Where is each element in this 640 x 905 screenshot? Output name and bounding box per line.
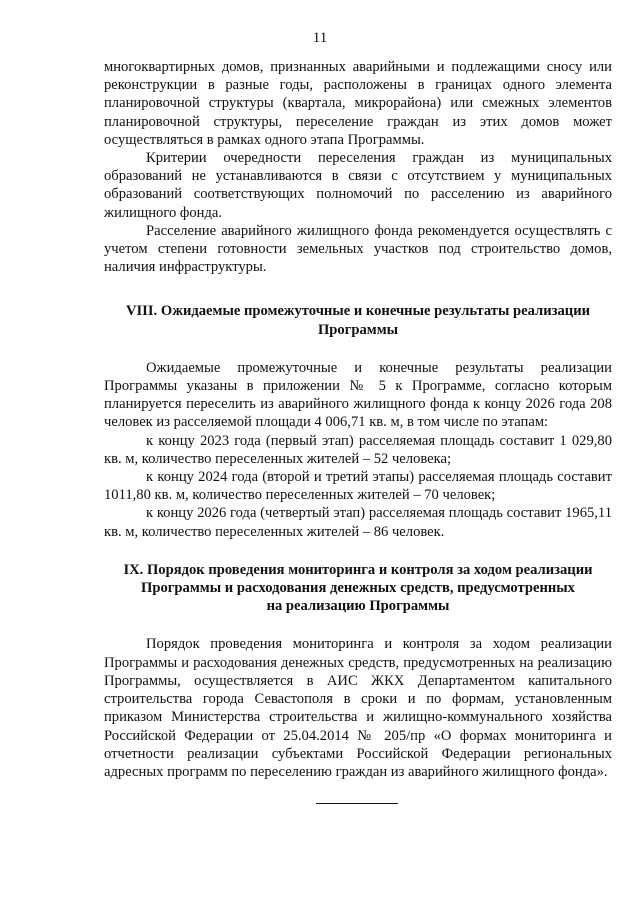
paragraph: Критерии очередности переселения граждан из муниципальных образований не устанавливаются в связи с отсутствием у муниципальных образований соответствующих полномочий по расселению из аварийного жилищного фонда. [104, 150, 612, 221]
paragraph: к концу 2023 года (первый этап) расселяемая площадь составит 1 029,80 кв. м, количество переселенных жителей – 52 человека; [104, 432, 612, 467]
paragraph: многоквартирных домов, признанных аварийными и подлежащими сносу или реконструкции в разные годы, расположены в границах одного элемента планировочной структуры (квартала, микрорайона) или смежных элементов планировочной структуры, переселение граждан из этих домов может осуществляться в рамках одного этапа Программы. [104, 59, 612, 148]
document-body [104, 58, 612, 781]
paragraph: к концу 2024 года (второй и третий этапы) расселяемая площадь составит 1011,80 кв. м, количество переселенных жителей – 70 человек; [104, 469, 612, 504]
separator-line [316, 803, 398, 804]
section-8-title-line2: Программы [317, 321, 399, 338]
paragraph: к концу 2026 года (четвертый этап) расселяемая площадь составит 1965,11 кв. м, количество переселенных жителей – 86 человек. [104, 505, 612, 540]
page-number: 11 [312, 30, 328, 46]
section-8-title [104, 302, 612, 338]
section-9-title-line1: IX. Порядок проведения мониторинга и контроля за ходом реализации [123, 561, 593, 578]
section-9-title-line2: Программы и расходования денежных средств, предусмотренных [141, 580, 575, 597]
paragraph: Порядок проведения мониторинга и контроля за ходом реализации Программы и расходования денежных средств, предусмотренных на реализацию Программы, осуществляется в АИС ЖКХ Департаментом капитального строительства города Севастополя в сроки и по формам, установленным приказом Министерства строительства и жилищно-коммунального хозяйства Российской Федерации от 25.04.2014 № 205/пр «О формах мониторинга и отчетности реализации субъектами Российской Федерации региональных адресных программ по переселению граждан из аварийного жилищного фонда». [104, 636, 612, 780]
paragraph: Расселение аварийного жилищного фонда рекомендуется осуществлять с учетом степени готовности земельных участков под строительство домов, наличия инфраструктуры. [104, 222, 612, 276]
section-9-title [104, 561, 612, 616]
section-8-title-line1: VIII. Ожидаемые промежуточные и конечные результаты реализации [125, 303, 591, 320]
section-9-title-line3: на реализацию Программы [266, 598, 450, 615]
paragraph: Ожидаемые промежуточные и конечные результаты реализации Программы указаны в приложении № 5 к Программе, согласно которым планируется переселить из аварийного жилищного фонда к концу 2026 года 208 человек из расселяемой площади 4 006,71 кв. м, в том числе по этапам: [104, 359, 612, 431]
